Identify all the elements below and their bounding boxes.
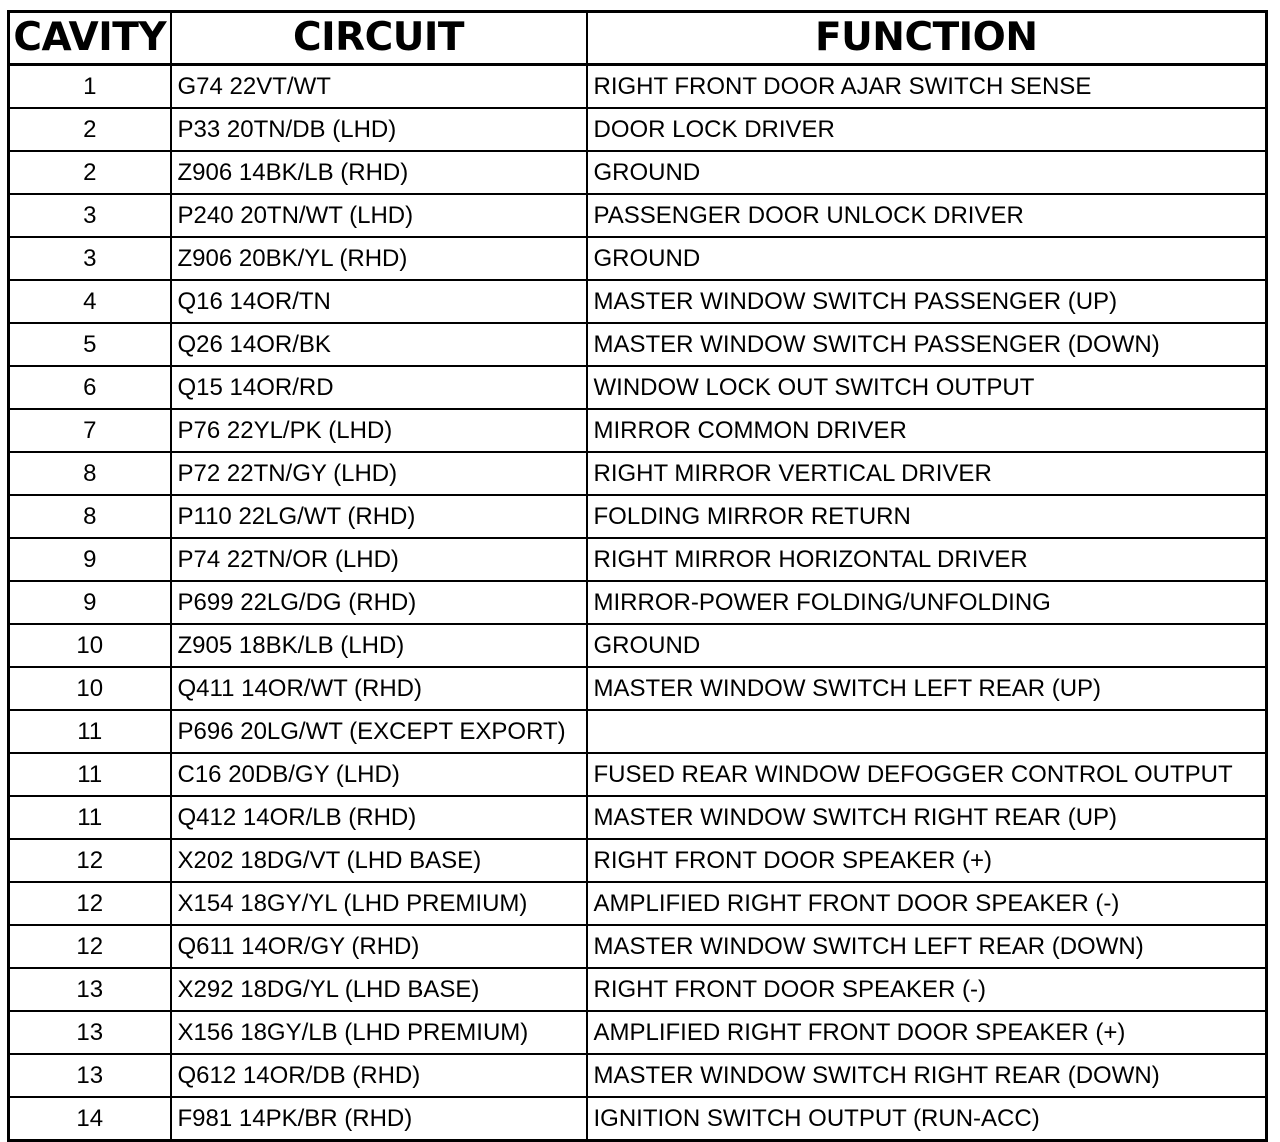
- cavity-cell: 2: [9, 151, 171, 194]
- function-cell: FUSED REAR WINDOW DEFOGGER CONTROL OUTPUT: [587, 753, 1267, 796]
- table-row: [9, 409, 1267, 452]
- cavity-cell: 11: [9, 753, 171, 796]
- function-cell: MASTER WINDOW SWITCH RIGHT REAR (DOWN): [587, 1054, 1267, 1097]
- function-cell: [587, 710, 1267, 753]
- circuit-cell: C16 20DB/GY (LHD): [171, 753, 587, 796]
- header-function: FUNCTION: [587, 12, 1267, 65]
- table-row: [9, 495, 1267, 538]
- function-cell: RIGHT FRONT DOOR SPEAKER (-): [587, 968, 1267, 1011]
- function-cell: MASTER WINDOW SWITCH LEFT REAR (UP): [587, 667, 1267, 710]
- circuit-cell: X202 18DG/VT (LHD BASE): [171, 839, 587, 882]
- function-cell: GROUND: [587, 624, 1267, 667]
- header-cavity: CAVITY: [9, 12, 171, 65]
- circuit-cell: X154 18GY/YL (LHD PREMIUM): [171, 882, 587, 925]
- cavity-cell: 6: [9, 366, 171, 409]
- table-row: [9, 452, 1267, 495]
- cavity-cell: 12: [9, 839, 171, 882]
- cavity-cell: 13: [9, 968, 171, 1011]
- table-body: [9, 65, 1267, 1141]
- cavity-cell: 4: [9, 280, 171, 323]
- function-cell: AMPLIFIED RIGHT FRONT DOOR SPEAKER (+): [587, 1011, 1267, 1054]
- function-cell: RIGHT FRONT DOOR SPEAKER (+): [587, 839, 1267, 882]
- circuit-cell: X156 18GY/LB (LHD PREMIUM): [171, 1011, 587, 1054]
- cavity-cell: 9: [9, 538, 171, 581]
- function-cell: MASTER WINDOW SWITCH LEFT REAR (DOWN): [587, 925, 1267, 968]
- table-row: [9, 538, 1267, 581]
- cavity-cell: 5: [9, 323, 171, 366]
- cavity-cell: 8: [9, 452, 171, 495]
- circuit-cell: P72 22TN/GY (LHD): [171, 452, 587, 495]
- table-row: [9, 882, 1267, 925]
- table-row: [9, 796, 1267, 839]
- function-cell: MASTER WINDOW SWITCH RIGHT REAR (UP): [587, 796, 1267, 839]
- circuit-cell: P74 22TN/OR (LHD): [171, 538, 587, 581]
- circuit-cell: Q16 14OR/TN: [171, 280, 587, 323]
- circuit-cell: G74 22VT/WT: [171, 65, 587, 109]
- cavity-cell: 13: [9, 1011, 171, 1054]
- circuit-cell: P76 22YL/PK (LHD): [171, 409, 587, 452]
- function-cell: MASTER WINDOW SWITCH PASSENGER (DOWN): [587, 323, 1267, 366]
- cavity-cell: 3: [9, 194, 171, 237]
- circuit-cell: Z906 20BK/YL (RHD): [171, 237, 587, 280]
- circuit-cell: P696 20LG/WT (EXCEPT EXPORT): [171, 710, 587, 753]
- table-row: [9, 667, 1267, 710]
- circuit-cell: Q412 14OR/LB (RHD): [171, 796, 587, 839]
- cavity-cell: 12: [9, 882, 171, 925]
- table-header: [9, 12, 1267, 65]
- circuit-cell: X292 18DG/YL (LHD BASE): [171, 968, 587, 1011]
- function-cell: RIGHT MIRROR HORIZONTAL DRIVER: [587, 538, 1267, 581]
- cavity-cell: 12: [9, 925, 171, 968]
- table-row: [9, 753, 1267, 796]
- table-row: [9, 194, 1267, 237]
- table-row: [9, 108, 1267, 151]
- table-row: [9, 624, 1267, 667]
- circuit-cell: Q611 14OR/GY (RHD): [171, 925, 587, 968]
- function-cell: FOLDING MIRROR RETURN: [587, 495, 1267, 538]
- function-cell: GROUND: [587, 151, 1267, 194]
- function-cell: DOOR LOCK DRIVER: [587, 108, 1267, 151]
- connector-pinout-table: [7, 10, 1268, 1142]
- function-cell: RIGHT FRONT DOOR AJAR SWITCH SENSE: [587, 65, 1267, 109]
- circuit-cell: Q411 14OR/WT (RHD): [171, 667, 587, 710]
- function-cell: RIGHT MIRROR VERTICAL DRIVER: [587, 452, 1267, 495]
- cavity-cell: 8: [9, 495, 171, 538]
- table-row: [9, 1054, 1267, 1097]
- table-row: [9, 323, 1267, 366]
- circuit-cell: P699 22LG/DG (RHD): [171, 581, 587, 624]
- circuit-cell: Q612 14OR/DB (RHD): [171, 1054, 587, 1097]
- circuit-cell: F981 14PK/BR (RHD): [171, 1097, 587, 1141]
- table-row: [9, 1097, 1267, 1141]
- table-row: [9, 710, 1267, 753]
- table-row: [9, 968, 1267, 1011]
- table-row: [9, 151, 1267, 194]
- circuit-cell: Q15 14OR/RD: [171, 366, 587, 409]
- table-row: [9, 839, 1267, 882]
- function-cell: WINDOW LOCK OUT SWITCH OUTPUT: [587, 366, 1267, 409]
- header-circuit: CIRCUIT: [171, 12, 587, 65]
- cavity-cell: 13: [9, 1054, 171, 1097]
- circuit-cell: Q26 14OR/BK: [171, 323, 587, 366]
- circuit-cell: P240 20TN/WT (LHD): [171, 194, 587, 237]
- cavity-cell: 14: [9, 1097, 171, 1141]
- table-row: [9, 925, 1267, 968]
- table-row: [9, 280, 1267, 323]
- cavity-cell: 3: [9, 237, 171, 280]
- table-row: [9, 237, 1267, 280]
- function-cell: AMPLIFIED RIGHT FRONT DOOR SPEAKER (-): [587, 882, 1267, 925]
- table-row: [9, 581, 1267, 624]
- cavity-cell: 11: [9, 710, 171, 753]
- cavity-cell: 9: [9, 581, 171, 624]
- circuit-cell: Z906 14BK/LB (RHD): [171, 151, 587, 194]
- cavity-cell: 11: [9, 796, 171, 839]
- table-row: [9, 65, 1267, 109]
- circuit-cell: P110 22LG/WT (RHD): [171, 495, 587, 538]
- cavity-cell: 7: [9, 409, 171, 452]
- function-cell: IGNITION SWITCH OUTPUT (RUN-ACC): [587, 1097, 1267, 1141]
- function-cell: PASSENGER DOOR UNLOCK DRIVER: [587, 194, 1267, 237]
- cavity-cell: 2: [9, 108, 171, 151]
- function-cell: GROUND: [587, 237, 1267, 280]
- table-row: [9, 366, 1267, 409]
- header-row: [9, 12, 1267, 65]
- function-cell: MIRROR COMMON DRIVER: [587, 409, 1267, 452]
- cavity-cell: 10: [9, 624, 171, 667]
- function-cell: MASTER WINDOW SWITCH PASSENGER (UP): [587, 280, 1267, 323]
- function-cell: MIRROR-POWER FOLDING/UNFOLDING: [587, 581, 1267, 624]
- circuit-cell: Z905 18BK/LB (LHD): [171, 624, 587, 667]
- cavity-cell: 1: [9, 65, 171, 109]
- circuit-cell: P33 20TN/DB (LHD): [171, 108, 587, 151]
- cavity-cell: 10: [9, 667, 171, 710]
- table-row: [9, 1011, 1267, 1054]
